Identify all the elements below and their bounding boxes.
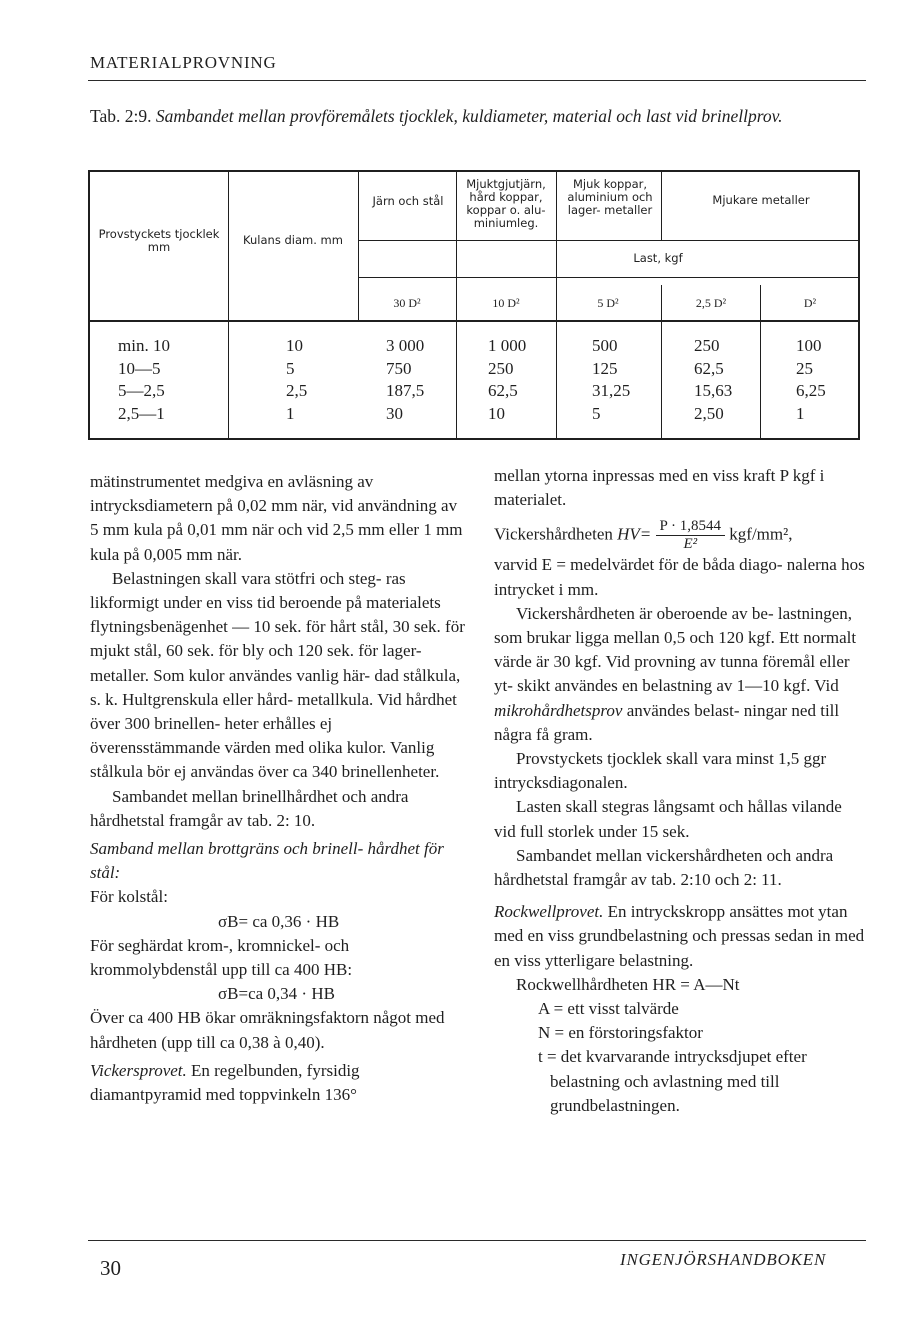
table-cell: 1 xyxy=(286,403,295,423)
right-column xyxy=(494,464,866,1118)
table-cell: 5 xyxy=(286,358,295,378)
factor-10d2: 10 D² xyxy=(492,296,520,310)
material-header-3: Mjuk koppar, aluminium och lager- metaller xyxy=(567,177,653,217)
factor-5d2: 5 D² xyxy=(597,296,619,310)
load-10d2-column xyxy=(488,335,548,425)
table-cell: 125 xyxy=(592,358,618,378)
paragraph xyxy=(494,602,866,747)
formula-unit: kgf/mm², xyxy=(729,524,793,544)
paragraph: En intryckskropp ansättes mot ytan med en viss grundbelastning och pressas sedan in med en viss ytterligare belastning. xyxy=(494,902,865,970)
paragraph: varvid E = medelvärdet för de båda diago- nalerna hos intrycket i mm. xyxy=(494,555,865,599)
paragraph: Lasten skall stegras långsamt och hållas vilande vid full storlek under 15 sek. xyxy=(494,797,842,841)
paragraph: Sambandet mellan brinellhårdhet och andra hårdhetstal framgår av tab. 2: 10. xyxy=(90,786,409,830)
load-d2-column xyxy=(796,335,851,425)
table-cell: 5 xyxy=(592,403,601,423)
formula: σB=ca 0,34 · HB xyxy=(218,984,335,1004)
load-5d2-column xyxy=(592,335,652,425)
table-cell: 62,5 xyxy=(488,381,518,400)
table-cell: 750 xyxy=(386,358,412,378)
paragraph: Belastningen skall vara stötfri och steg- ras likformigt under en viss tid beroende på materialets flytningsbenägenhet — 10 sek. för hårt stål, 30 sek. för mjukt stål, 60 sek. för bly och 120 sek. för lager- metaller. Som kulor användes vanlig här- dad stålkula, s. k. Hultgrenskula eller hård- metallkula. Vid hårdhet över 300 brinellen- heter erhålles ej överensstämmande värden med olika kulor. Vanlig stålkula bör ej användas över ca 340 brinellenheter. xyxy=(90,568,465,782)
running-header: MATERIALPROVNING xyxy=(90,53,277,72)
footer-rule xyxy=(88,1240,866,1241)
table-cell: 2,50 xyxy=(694,403,724,423)
material-header-4: Mjukare metaller xyxy=(712,193,810,207)
table-cell: 10 xyxy=(488,403,505,423)
table-cell: 3 000 xyxy=(386,336,425,355)
formula-lhs: HV= xyxy=(617,524,652,544)
thickness-header: Provstyckets tjocklek mm xyxy=(98,227,220,254)
formula-numerator: P · 1,8544 xyxy=(656,518,726,536)
paragraph: En regelbunden, fyrsidig diamantpyramid med toppvinkeln 136° xyxy=(90,1060,360,1105)
paragraph: mätinstrumentet medgiva en avläsning av intrycksdiametern på 0,02 mm när, vid användning av 5 mm kula på 0,01 mm när och vid 2,5 mm eller 1 mm kula på 0,005 mm när. xyxy=(90,472,463,564)
definition: N = en förstoringsfaktor xyxy=(538,1023,703,1043)
table-cell: 15,63 xyxy=(694,381,733,400)
emphasis: mikrohårdhetsprov xyxy=(494,700,623,720)
table-cell: 31,25 xyxy=(592,381,631,400)
formula-denominator: E² xyxy=(683,536,698,553)
factor-d2: D² xyxy=(803,296,817,310)
header-rule xyxy=(88,80,866,81)
table-cell: 6,25 xyxy=(796,381,826,400)
table-cell: 10 xyxy=(286,336,303,355)
paragraph-text: Vickershårdheten är oberoende av be- lastningen, som brukar ligga mellan 0,5 och 120 kgf. Ett normalt värde är 30 kgf. Vid provning av tunna föremål eller yt- skikt användes en belastning av 1—10 kgf. Vid xyxy=(494,603,857,696)
definition: t = det kvarvarande intrycksdjupet efter belastning och avlastning med till grundbelastningen. xyxy=(538,1047,807,1115)
thickness-column xyxy=(118,335,218,425)
paragraph: Över ca 400 HB ökar omräkningsfaktorn något med hårdheten (upp till ca 0,38 à 0,40). xyxy=(90,1008,445,1052)
table-cell: 2,5—1 xyxy=(118,403,165,423)
page-number: 30 xyxy=(100,1256,121,1280)
formula: σB= ca 0,36 · HB xyxy=(218,911,340,931)
subheading: Samband mellan brottgräns och brinell- hårdhet för stål: xyxy=(90,839,444,883)
table-cell: 25 xyxy=(796,358,813,378)
data-table xyxy=(88,170,860,440)
table-cell: 250 xyxy=(488,358,514,378)
vickers-formula xyxy=(494,518,866,553)
subheading: Rockwellprovet. xyxy=(494,902,604,922)
table-title: Sambandet mellan provföremålets tjocklek, kuldiameter, material och last vid brinellprov. xyxy=(155,106,783,126)
material-header-1: Järn och stål xyxy=(372,194,444,208)
table-caption xyxy=(90,104,860,129)
table-cell: 100 xyxy=(796,336,822,355)
factor-30d2: 30 D² xyxy=(393,296,421,310)
table-cell: 10—5 xyxy=(118,358,161,378)
paragraph: mellan ytorna inpressas med en viss kraft P kgf i materialet. xyxy=(494,466,825,510)
factor-2-5d2: 2,5 D² xyxy=(695,296,727,310)
paragraph: Sambandet mellan vickershårdheten och andra hårdhetstal framgår av tab. 2:10 och 2: 11. xyxy=(494,845,834,890)
paragraph: För kolstål: xyxy=(90,887,168,907)
table-cell: 187,5 xyxy=(386,381,425,400)
definition: A = ett visst talvärde xyxy=(538,999,679,1019)
material-header-2: Mjuktgjutjärn, hård koppar, koppar o. alu- miniumleg. xyxy=(466,177,546,230)
subheading: Vickersprovet. xyxy=(90,1060,187,1080)
ball-column xyxy=(286,335,336,425)
table-label: Tab. 2:9. xyxy=(90,106,152,126)
table-cell: 500 xyxy=(592,336,618,355)
left-column xyxy=(90,470,466,1107)
table-cell: 250 xyxy=(694,336,720,355)
load-30d2-column xyxy=(386,335,446,425)
table-cell: 1 000 xyxy=(488,336,527,355)
table-cell: 5—2,5 xyxy=(118,381,165,400)
formula-label: Vickershårdheten xyxy=(494,524,613,544)
table-cell: 62,5 xyxy=(694,358,724,378)
formula: Rockwellhårdheten HR = A—Nt xyxy=(516,974,740,994)
paragraph: För seghärdat krom-, kromnickel- och krommolybdenstål upp till ca 400 HB: xyxy=(90,935,353,980)
load-header: Last, kgf xyxy=(633,251,683,265)
load-2-5d2-column xyxy=(694,335,754,425)
table-cell: 1 xyxy=(796,403,805,423)
table-cell: min. 10 xyxy=(118,336,170,355)
table-cell: 2,5 xyxy=(286,381,308,400)
ball-header: Kulans diam. mm xyxy=(243,233,343,247)
paragraph: Provstyckets tjocklek skall vara minst 1,5 ggr intrycksdiagonalen. xyxy=(494,749,827,793)
paragraph-text: användes belast- ningar ned till några få gram. xyxy=(494,700,840,744)
book-title: INGENJÖRSHANDBOKEN xyxy=(620,1250,827,1269)
table-cell: 30 xyxy=(386,403,403,423)
